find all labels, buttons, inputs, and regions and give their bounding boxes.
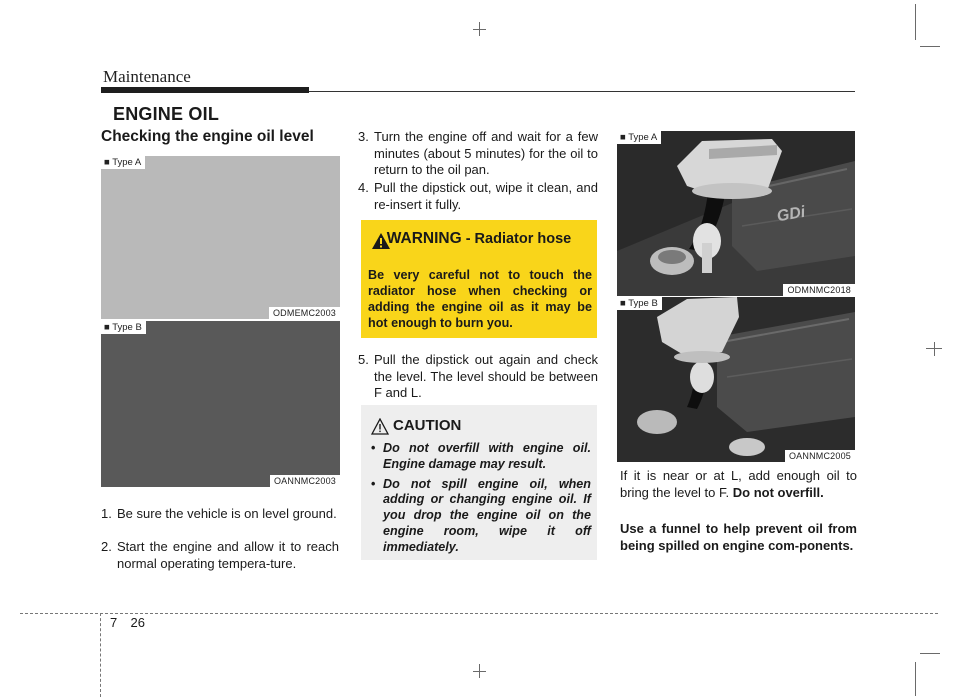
figure-code: OANNMC2003 <box>270 475 340 487</box>
figure-tag: ■ Type B <box>101 321 146 334</box>
figure-type-b-right <box>617 297 855 462</box>
figure-code: ODMEMC2003 <box>269 307 340 319</box>
crop-mark-tr-h <box>920 46 940 47</box>
footer-rule <box>20 613 938 614</box>
caution-item: • Do not spill engine oil, when adding or changing engine oil. If you drop the engine oil on the engine room, wipe it off immediately. <box>369 477 591 556</box>
section-label: Maintenance <box>103 67 191 86</box>
figure-tag: ■ Type B <box>617 297 662 310</box>
figure-type-a-right <box>617 131 855 296</box>
crop-mark-top-h <box>473 29 486 30</box>
caution-icon <box>371 418 389 435</box>
caution-label: CAUTION <box>393 417 462 434</box>
crop-mark-right-v <box>934 342 935 356</box>
engine-badge: GDi <box>775 203 807 226</box>
section-title: ENGINE OIL <box>113 104 220 124</box>
crop-mark-br-h <box>920 653 940 654</box>
overfill-warning: Do not overfill. <box>732 484 824 500</box>
subheading: Checking the engine oil level <box>101 128 314 145</box>
warning-topic: - Radiator hose <box>465 231 572 247</box>
crop-mark-bottom-h <box>473 671 486 672</box>
figure-tag: ■ Type A <box>101 156 145 169</box>
figure-type-b-left <box>101 321 340 487</box>
warning-box <box>361 220 597 338</box>
figure-type-a-left <box>101 156 340 319</box>
warning-text: Be very careful not to touch the radiator hose when checking or adding the engine oil as it may be hot enough to burn you. <box>368 268 592 330</box>
step-4: 4. Pull the dipstick out, wipe it clean, and re-insert it fully. <box>358 180 598 212</box>
figure-code: ODMNMC2018 <box>783 284 855 296</box>
step-1: 1. Be sure the vehicle is on level ground. <box>101 506 337 521</box>
page-number <box>110 615 145 630</box>
page-number-value: 26 <box>130 615 145 630</box>
crop-mark-tr-v <box>915 4 916 40</box>
header-bar <box>101 87 309 93</box>
header-rule <box>309 91 855 92</box>
step-3: 3. Turn the engine off and wait for a few minutes (about 5 minutes) for the oil to return to the oil pan. <box>358 129 598 177</box>
funnel-paragraph: Use a funnel to help prevent oil from being spilled on engine com-ponents. <box>620 521 857 553</box>
engine-oil-fill-illustration <box>617 131 855 296</box>
footer-vertical-rule <box>100 613 101 697</box>
caution-item: • Do not overfill with engine oil. Engine damage may result. <box>369 441 591 473</box>
caution-list <box>369 441 591 560</box>
caution-box <box>361 405 597 560</box>
chapter-number: 7 <box>110 615 118 630</box>
step-2: 2. Start the engine and allow it to reach normal operating tempera-ture. <box>101 539 339 571</box>
level-paragraph: If it is near or at L, add enough oil to bring the level to F. Do not overfill. <box>620 468 857 500</box>
warning-icon <box>371 232 391 250</box>
step-5: 5. Pull the dipstick out again and check the level. The level should be between F and L. <box>358 352 598 400</box>
figure-code: OANNMC2005 <box>785 450 855 462</box>
figure-tag: ■ Type A <box>617 131 661 144</box>
warning-label: WARNING <box>386 230 462 247</box>
crop-mark-br-v <box>915 662 916 696</box>
engine-oil-fill-illustration <box>617 297 855 462</box>
